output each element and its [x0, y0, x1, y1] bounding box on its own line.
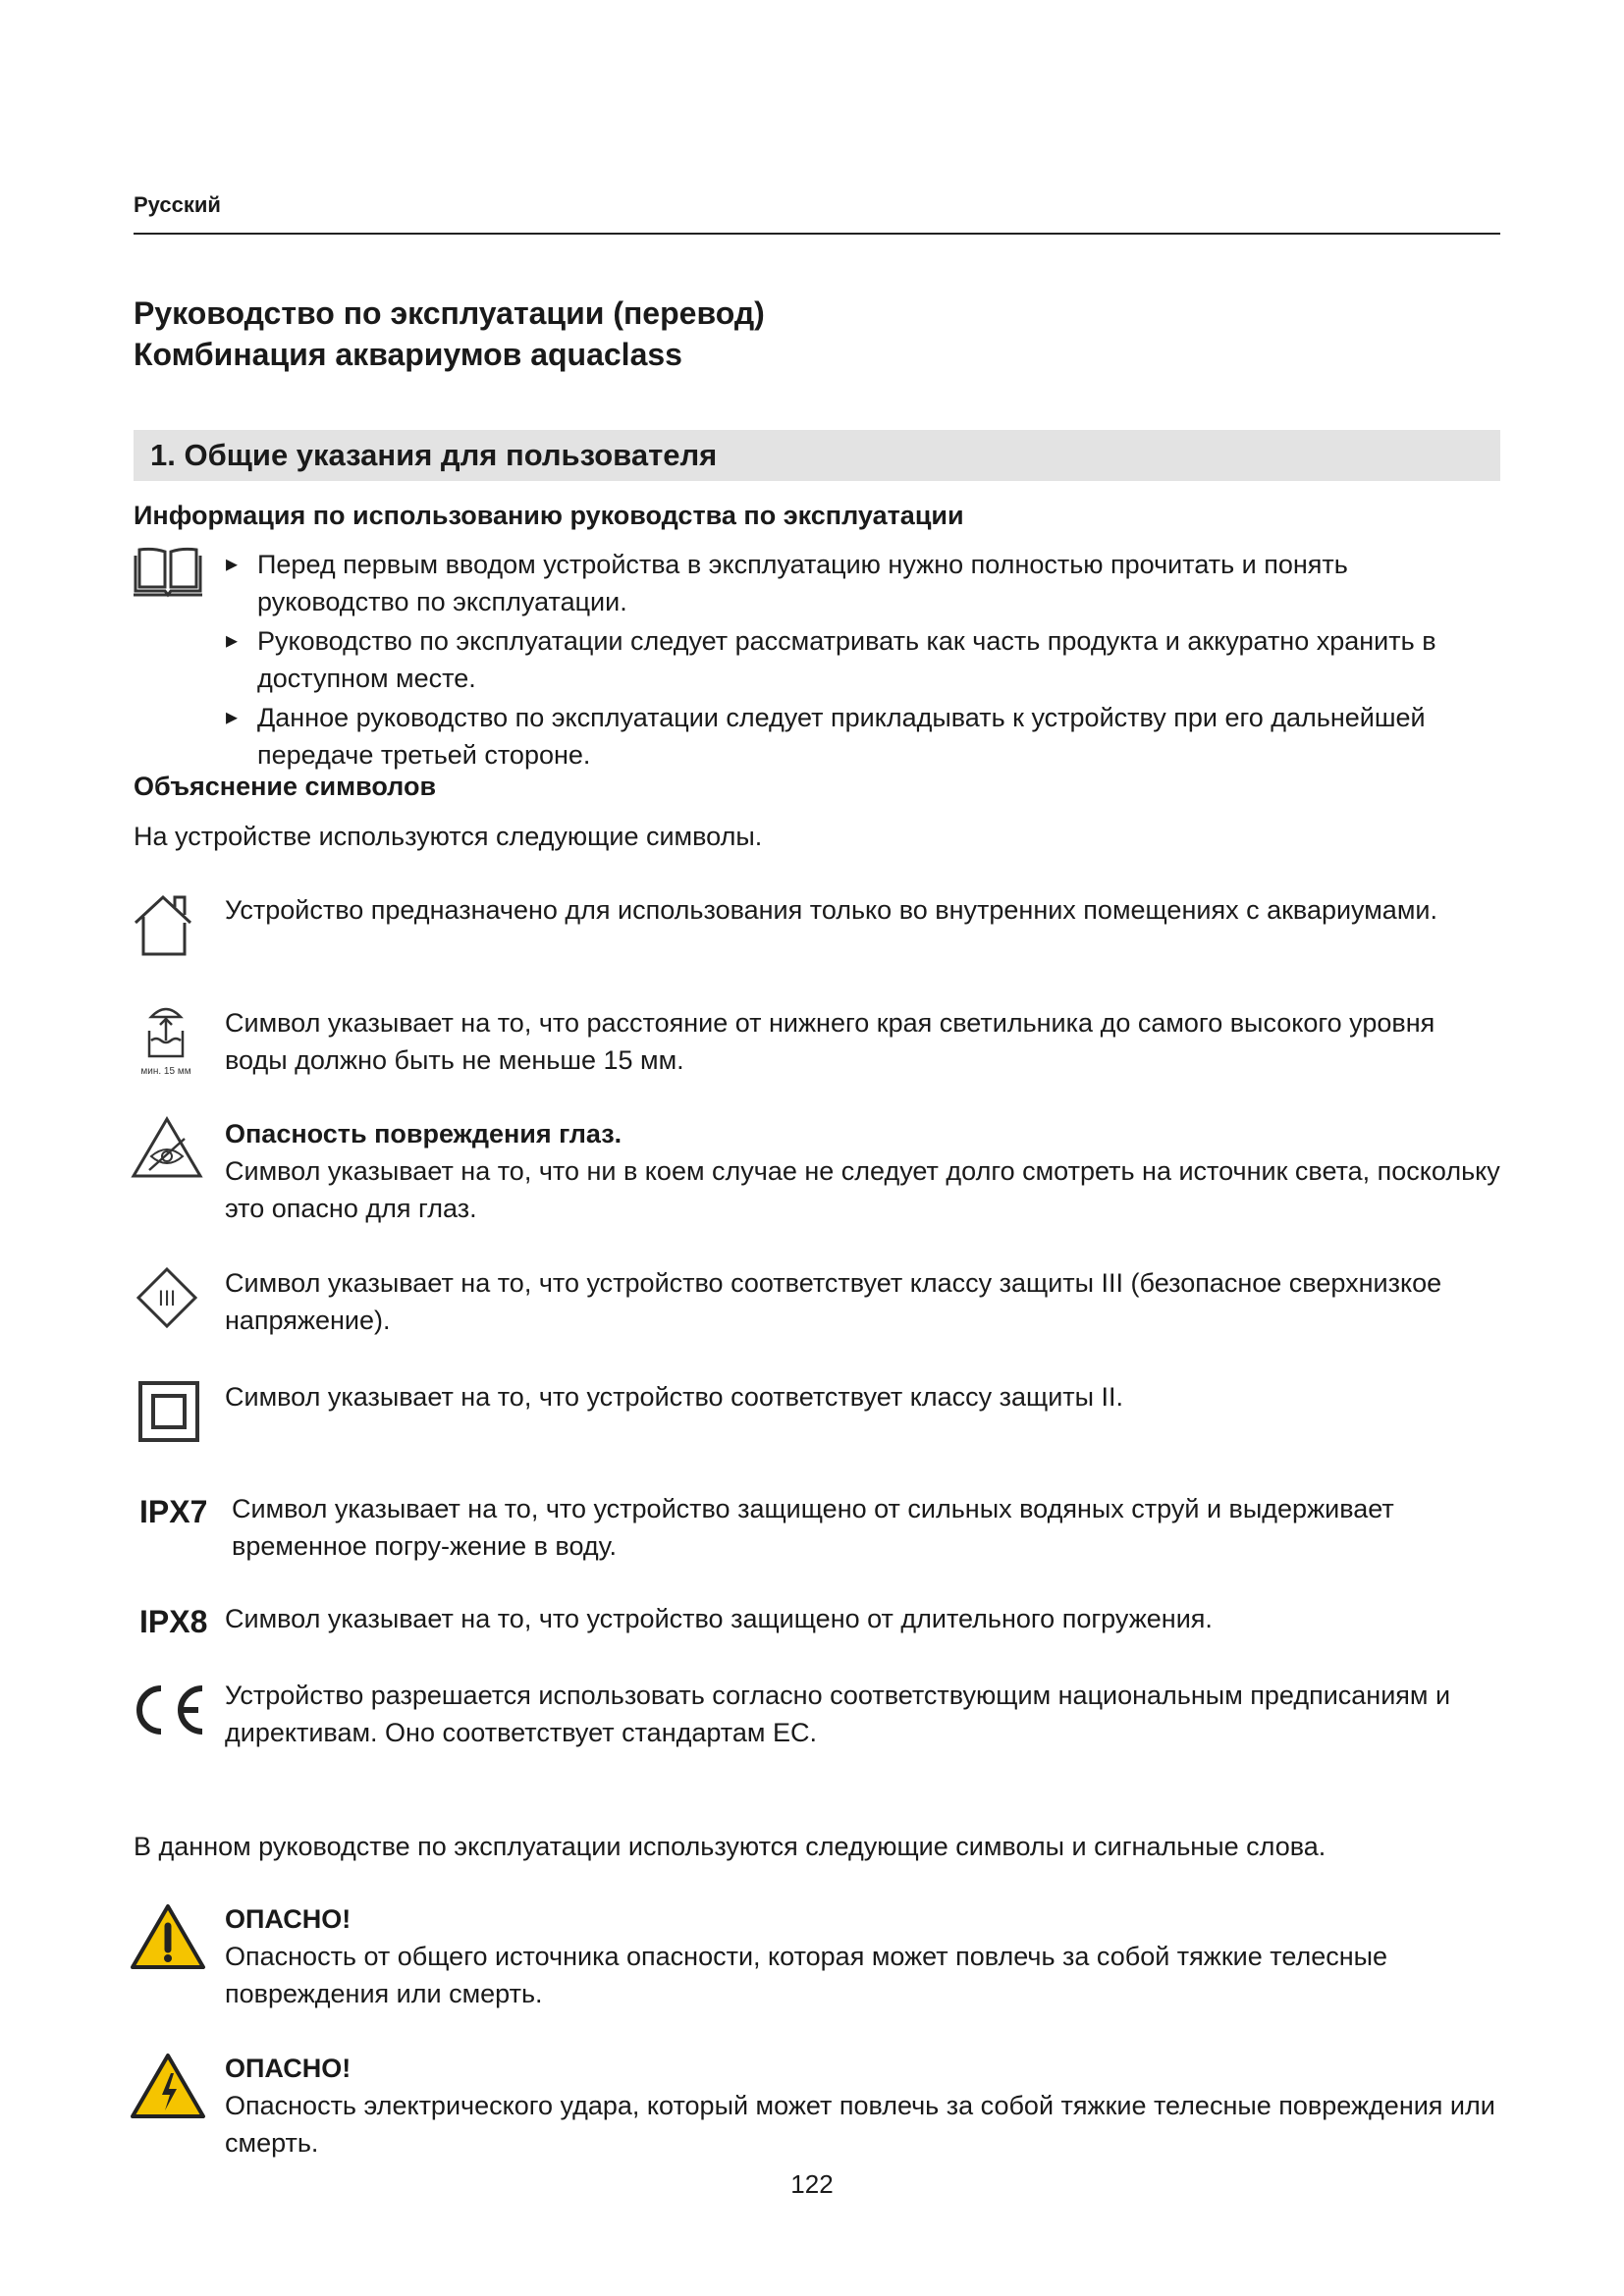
book-icon [130, 546, 206, 606]
ipx7-text: Символ указывает на то, что устройство защищено от сильных водяных струй и выдерживает временное погру-жение в воду. [232, 1494, 1394, 1561]
eye-hazard-text: Символ указывает на то, что ни в коем случае не следует долго смотреть на источник света, поскольку это опасно для глаз. [225, 1156, 1500, 1223]
usage-info-heading: Информация по использованию руководства по эксплуатации [134, 501, 964, 530]
list-item: ▸ Данное руководство по эксплуатации следует прикладывать к устройству при его дальнейшей передаче третьей стороне. [226, 699, 1502, 774]
warning-1-text: Опасность от общего источника опасности, которая может повлечь за собой тяжкие телесные повреждения или смерть. [225, 1942, 1388, 2008]
document-title [134, 293, 765, 375]
general-warning-icon [130, 1902, 206, 1976]
protection-class-3-caption: III [157, 1286, 177, 1310]
language-label: Русский [134, 192, 221, 217]
header-rule [134, 233, 1500, 235]
list-item: ▸ Руководство по эксплуатации следует рассматривать как часть продукта и аккуратно хранить в доступном месте. [226, 622, 1502, 697]
symbols-intro: На устройстве используются следующие символы. [134, 822, 763, 851]
title-line-1: Руководство по эксплуатации (перевод) [134, 295, 765, 331]
title-line-2: Комбинация аквариумов aquaclass [134, 337, 682, 372]
min-distance-icon [130, 1001, 202, 1083]
list-item: ▸ Перед первым вводом устройства в эксплуатацию нужно полностью прочитать и понять руководство по эксплуатации. [226, 546, 1502, 620]
warning-1-title: ОПАСНО! [225, 1904, 352, 1934]
warning-2-title: ОПАСНО! [225, 2054, 352, 2083]
indoor-house-icon [132, 893, 202, 963]
protection-class-2-icon [137, 1380, 200, 1448]
symbols-heading: Объяснение символов [134, 772, 437, 801]
usage-bullet-list [226, 546, 1502, 775]
indoor-use-text: Устройство предназначено для использования только во внутренних помещениях с аквариумами. [225, 895, 1437, 925]
section-heading: 1. Общие указания для пользователя [150, 438, 718, 472]
eye-hazard-icon [130, 1115, 204, 1187]
min-distance-caption: мин. 15 мм [140, 1066, 191, 1077]
ipx8-text: Символ указывает на то, что устройство защищено от длительного погружения. [225, 1604, 1213, 1633]
protection-class-3-text: Символ указывает на то, что устройство соответствует классу защиты III (безопасное сверхнизкое напряжение). [225, 1268, 1442, 1335]
ipx7-label: IPX7 [139, 1494, 208, 1529]
protection-class-2-text: Символ указывает на то, что устройство соответствует классу защиты II. [225, 1382, 1124, 1412]
manual-symbols-intro: В данном руководстве по эксплуатации используются следующие символы и сигнальные слова. [134, 1832, 1326, 1861]
eye-hazard-title: Опасность повреждения глаз. [225, 1119, 623, 1148]
page-number: 122 [790, 2169, 834, 2199]
ipx8-label: IPX8 [139, 1604, 208, 1639]
warning-2-text: Опасность электрического удара, который может повлечь за собой тяжкие телесные повреждения или смерть. [225, 2091, 1495, 2158]
min-distance-text: Символ указывает на то, что расстояние от нижнего края светильника до самого высокого уровня воды должно быть не меньше 15 мм. [225, 1008, 1435, 1075]
electric-warning-icon [130, 2052, 206, 2125]
ce-mark-text: Устройство разрешается использовать согласно соответствующим национальным предписаниям и директивам. Оно соответствует стандартам ЕС. [225, 1681, 1451, 1747]
protection-class-3-icon [135, 1266, 198, 1334]
ce-mark-icon [130, 1681, 208, 1744]
